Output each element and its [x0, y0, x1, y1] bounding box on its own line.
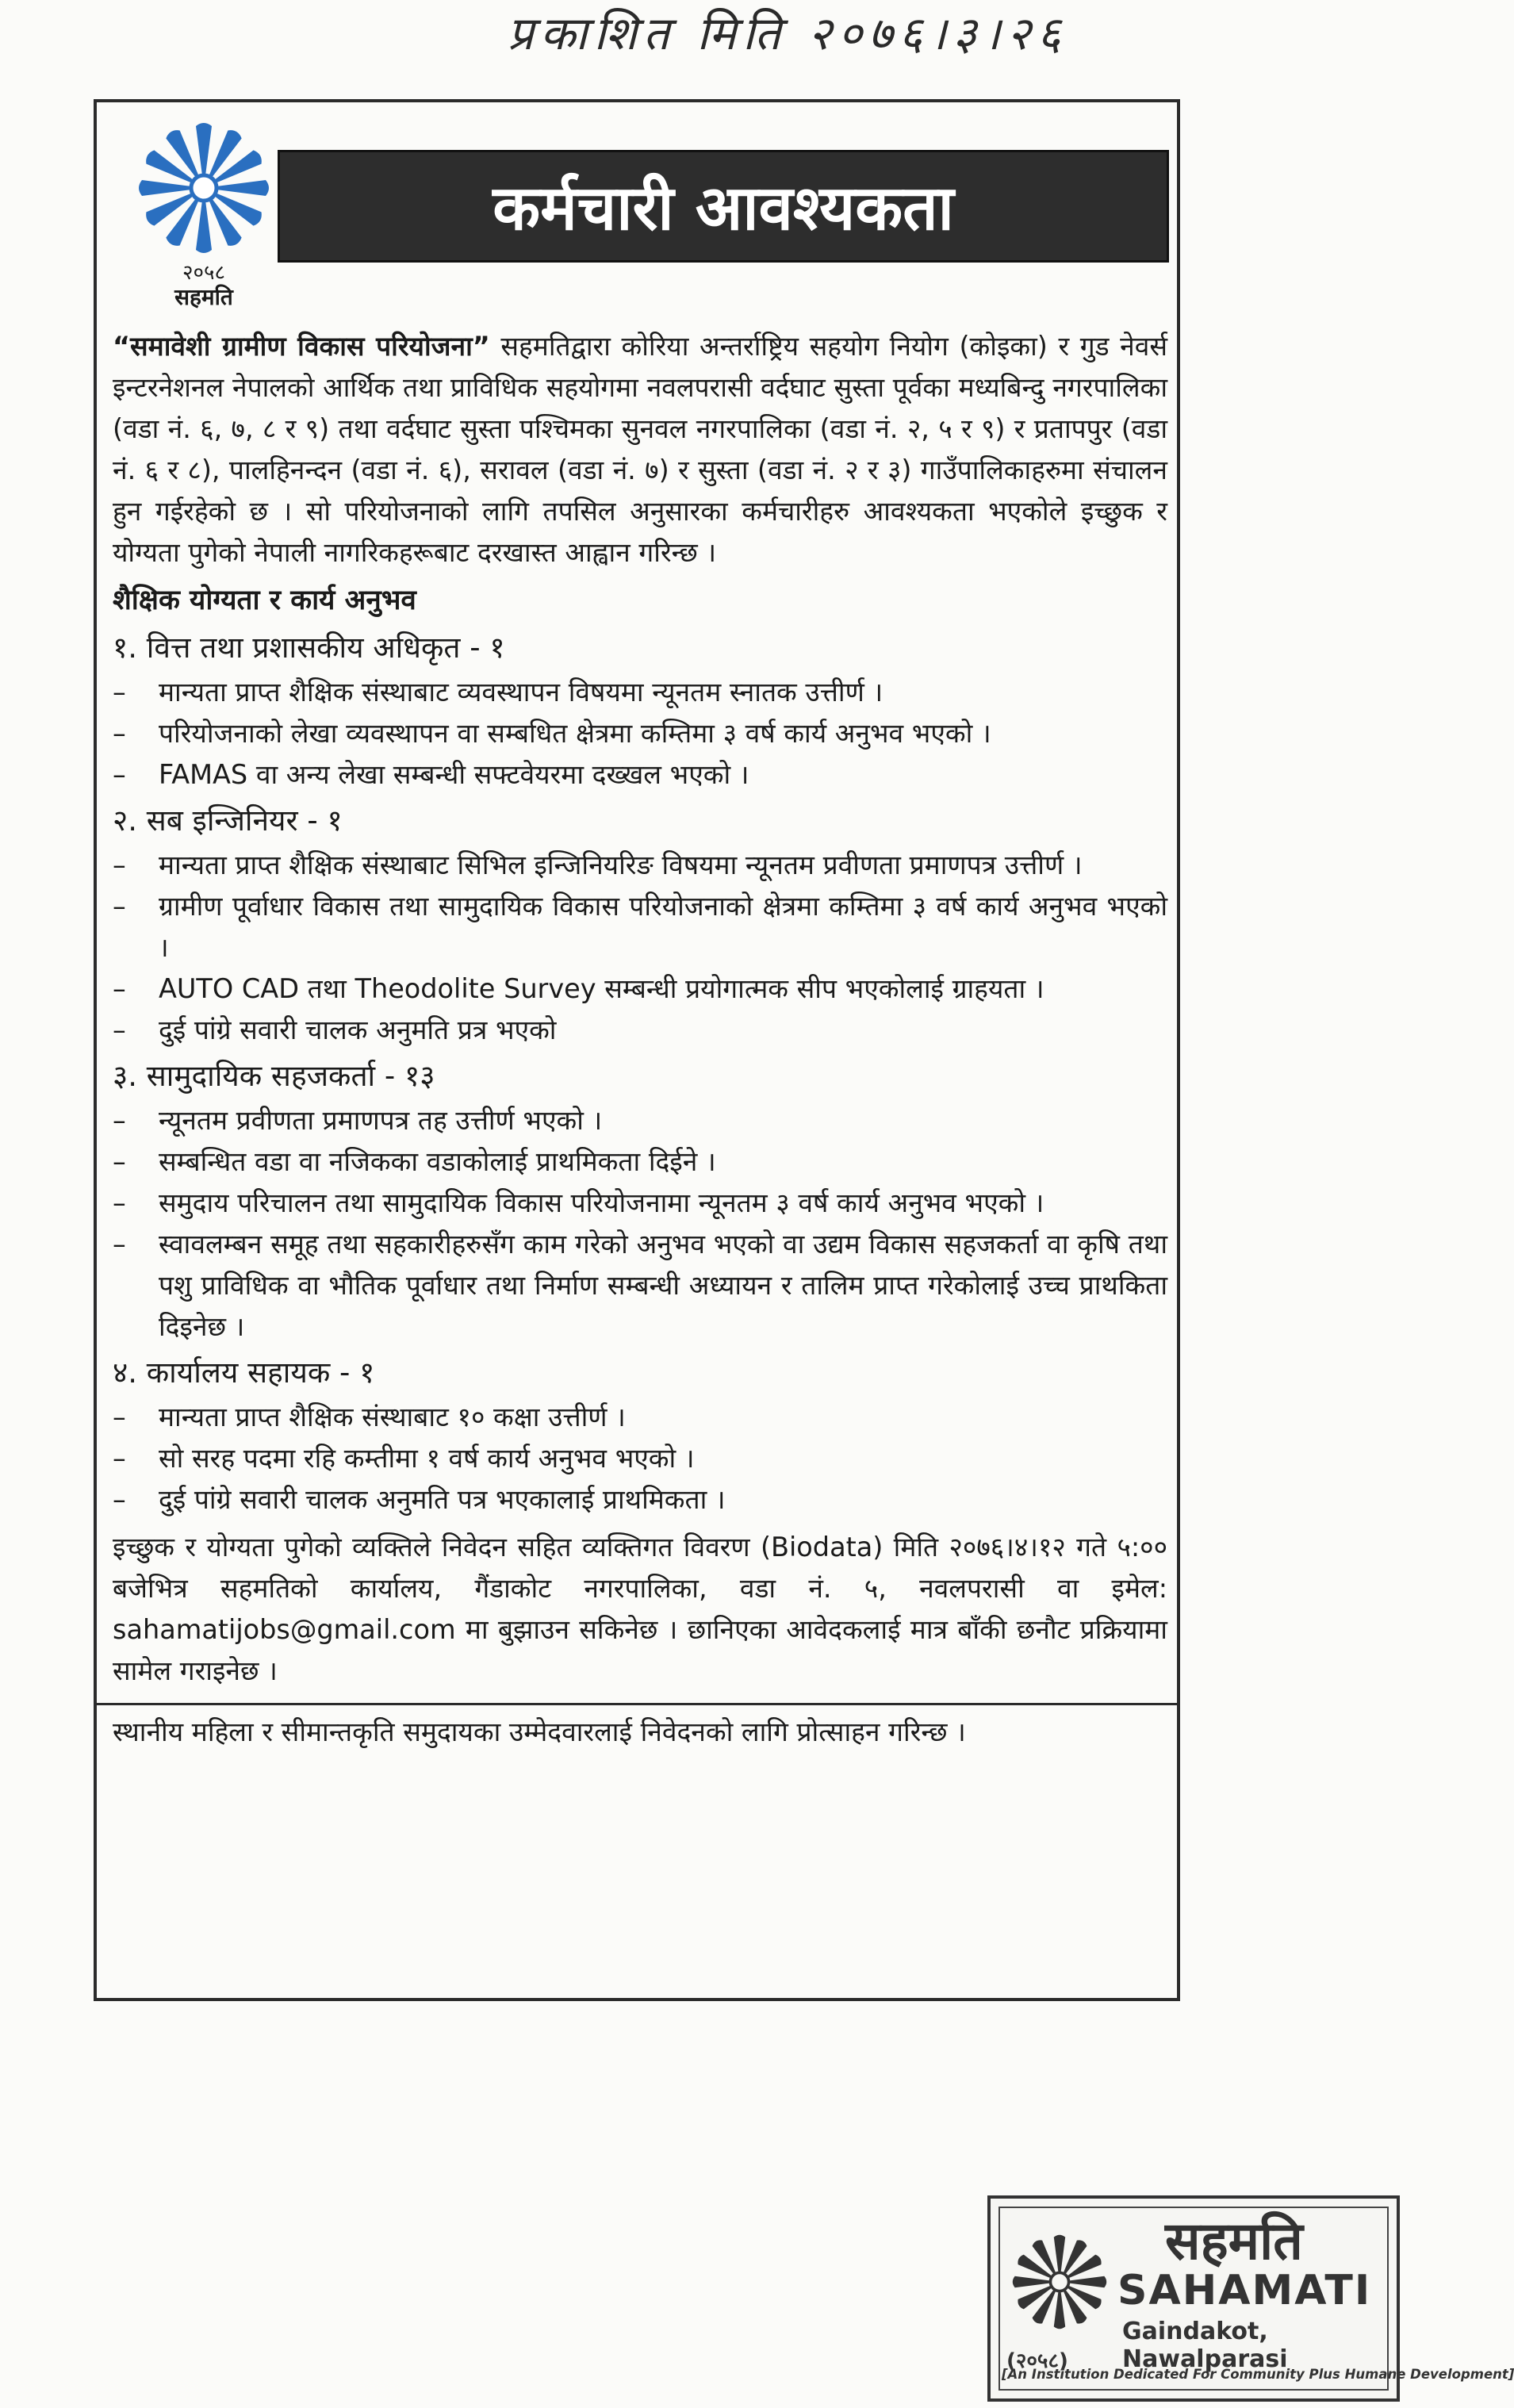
- requirement-item: [113, 754, 1167, 796]
- requirement-item: [113, 1479, 1167, 1520]
- requirement-item: [113, 713, 1167, 754]
- organization-stamp: [987, 2195, 1514, 2402]
- sahamati-logo: [113, 117, 295, 323]
- requirement-text: समुदाय परिचालन तथा सामुदायिक विकास परियोजनामा न्यूनतम ३ वर्ष कार्य अनुभव भएको ।: [159, 1187, 1044, 1218]
- requirement-item: [113, 1438, 1167, 1479]
- position-3: [113, 1054, 1167, 1348]
- position-2: [113, 799, 1167, 1051]
- dash-bullet: –: [113, 1229, 126, 1260]
- dash-bullet: –: [113, 1146, 126, 1177]
- requirement-text: AUTO CAD तथा Theodolite Survey सम्बन्धी प्रयोगात्मक सीप भएकोलाई ग्राहयता ।: [159, 973, 1044, 1004]
- requirement-item: [113, 1100, 1167, 1141]
- requirement-text: दुई पांग्रे सवारी चालक अनुमति पत्र भएकालाई प्राथमिकता ।: [159, 1484, 726, 1515]
- job-advertisement: [94, 99, 1180, 2001]
- position-title: २. सब इन्जिनियर - १: [113, 803, 343, 838]
- dash-bullet: –: [113, 759, 126, 790]
- position-title: ३. सामुदायिक सहजकर्ता - १३: [113, 1059, 435, 1093]
- requirement-item: [113, 968, 1167, 1010]
- requirement-text: सम्बन्धित वडा वा नजिकका वडाकोलाई प्राथमिकता दिईने ।: [159, 1146, 716, 1177]
- requirement-text: सो सरह पदमा रहि कम्तीमा १ वर्ष कार्य अनुभव भएको ।: [159, 1443, 695, 1474]
- dash-bullet: –: [113, 1014, 126, 1045]
- project-name: “समावेशी ग्रामीण विकास परियोजना”: [113, 331, 490, 362]
- requirement-text: मान्यता प्राप्त शैक्षिक संस्थाबाट १० कक्षा उत्तीर्ण ।: [159, 1401, 626, 1432]
- page-title: कर्मचारी आवश्यकता: [278, 150, 1169, 263]
- requirement-item: [113, 1183, 1167, 1224]
- ad-content: [113, 326, 1167, 1753]
- requirement-text: ग्रामीण पूर्वाधार विकास तथा सामुदायिक विकास परियोजनाको क्षेत्रमा कम्तिमा ३ वर्ष कार्य अनुभव भएको ।: [159, 891, 1167, 963]
- dash-bullet: –: [113, 849, 126, 880]
- requirement-item: [113, 1141, 1167, 1183]
- requirement-text: मान्यता प्राप्त शैक्षिक संस्थाबाट सिभिल इन्जिनियरिङ विषयमा न्यूनतम प्रवीणता प्रमाणपत्र उत्तीर्ण ।: [159, 849, 1083, 880]
- position-4: [113, 1351, 1167, 1520]
- stamp-location: Gaindakot, Nawalparasi: [1122, 2318, 1288, 2373]
- requirement-item: [113, 845, 1167, 886]
- dash-bullet: –: [113, 1105, 126, 1136]
- position-title: ४. कार्यालय सहायक - १: [113, 1355, 375, 1390]
- wheel-logo-icon: [132, 117, 275, 259]
- requirement-text: दुई पांग्रे सवारी चालक अनुमति प्रत्र भएको: [159, 1014, 557, 1045]
- dash-bullet: –: [113, 1401, 126, 1432]
- requirement-text: स्वावलम्बन समूह तथा सहकारीहरुसँग काम गरेको अनुभव भएको वा उद्यम विकास सहजकर्ता वा कृषि तथा पशु प्राविधिक वा भौतिक पूर्वाधार तथा निर्माण सम्बन्धी अध्यायन र तालिम प्राप्त गरेकोलाई उच्च प्राथकिता दिइनेछ ।: [159, 1229, 1167, 1342]
- requirement-item: [113, 672, 1167, 713]
- dash-bullet: –: [113, 718, 126, 749]
- logo-year: २०५८: [182, 261, 226, 285]
- requirement-text: परियोजनाको लेखा व्यवस्थापन वा सम्बधित क्षेत्रमा कम्तिमा ३ वर्ष कार्य अनुभव भएको ।: [159, 718, 991, 749]
- stamp-year: (२०५८): [1006, 2349, 1068, 2373]
- application-instructions: इच्छुक र योग्यता पुगेको व्यक्तिले निवेदन सहित व्यक्तिगत विवरण (Biodata) मिति २०७६।४।१२ गते ५:०० बजेभित्र सहमतिको कार्यालय, गैंडाकोट नगरपालिका, वडा नं. ५, नवलपरासी वा इमेल: sahamatijobs@gmail.com मा बुझाउन सकिनेछ । छानिएका आवेदकलाई मात्र बाँकी छनौट प्रक्रियामा सामेल गराइनेछ ।: [113, 1532, 1167, 1686]
- requirement-text: मान्यता प्राप्त शैक्षिक संस्थाबाट व्यवस्थापन विषयमा न्यूनतम स्नातक उत्तीर्ण ।: [159, 677, 883, 707]
- dash-bullet: –: [113, 973, 126, 1004]
- requirement-text: न्यूनतम प्रवीणता प्रमाणपत्र तह उत्तीर्ण भएको ।: [159, 1105, 603, 1136]
- intro-text: सहमतिद्वारा कोरिया अन्तर्राष्ट्रिय सहयोग नियोग (कोइका) र गुड नेवर्स इन्टरनेशनल नेपालको आर्थिक तथा प्राविधिक सहयोगमा नवलपरासी वर्दघाट सुस्ता पूर्वका मध्यबिन्दु नगरपालिका (वडा नं. ६, ७, ८ र ९) तथा वर्दघाट सुस्ता पश्चिमका सुनवल नगरपालिका (वडा नं. २, ५ र ९) र प्रतापपुर (वडा नं. ६ र ८), पालहिनन्दन (वडा नं. ६), सरावल (वडा नं. ७) र सुस्ता (वडा नं. २ र ३) गाउँपालिकाहरुमा संचालन हुन गईरहेको छ । सो परियोजनाको लागि तपसिल अनुसारका कर्मचारीहरु आवश्यकता भएकोले इच्छुक र योग्यता पुगेको नेपाली नागरिकहरूबाट दरखास्त आह्वान गरिन्छ ।: [113, 331, 1167, 568]
- requirement-item: [113, 1010, 1167, 1051]
- stamp-wheel-icon: [1008, 2230, 1111, 2333]
- stamp-name-english: SAHAMATI: [1117, 2267, 1372, 2314]
- encouragement-note: स्थानीय महिला र सीमान्तकृति समुदायका उम्मेदवारलाई निवेदनको लागि प्रोत्साहन गरिन्छ ।: [97, 1703, 1180, 1753]
- logo-name: सहमति: [174, 284, 233, 310]
- dash-bullet: –: [113, 1187, 126, 1218]
- requirement-item: [113, 886, 1167, 968]
- stamp-tagline: [An Institution Dedicated For Community Plus Humane Development]: [1002, 2367, 1514, 2382]
- stamp-name-devanagari: सहमति: [1165, 2211, 1303, 2272]
- section-heading: शैक्षिक योग्यता र कार्य अनुभव: [113, 585, 416, 616]
- position-title: १. वित्त तथा प्रशासकीय अधिकृत - १: [113, 631, 505, 665]
- handwritten-publication-date: प्रकाशित मिति २०७६।३।२६: [508, 6, 1067, 60]
- requirement-text: FAMAS वा अन्य लेखा सम्बन्धी सफ्टवेयरमा दख्खल भएको ।: [159, 759, 749, 790]
- dash-bullet: –: [113, 891, 126, 922]
- dash-bullet: –: [113, 1443, 126, 1474]
- position-1: [113, 626, 1167, 796]
- dash-bullet: –: [113, 677, 126, 707]
- requirement-item: [113, 1224, 1167, 1348]
- dash-bullet: –: [113, 1484, 126, 1515]
- intro-paragraph: [113, 326, 1167, 573]
- requirement-item: [113, 1397, 1167, 1438]
